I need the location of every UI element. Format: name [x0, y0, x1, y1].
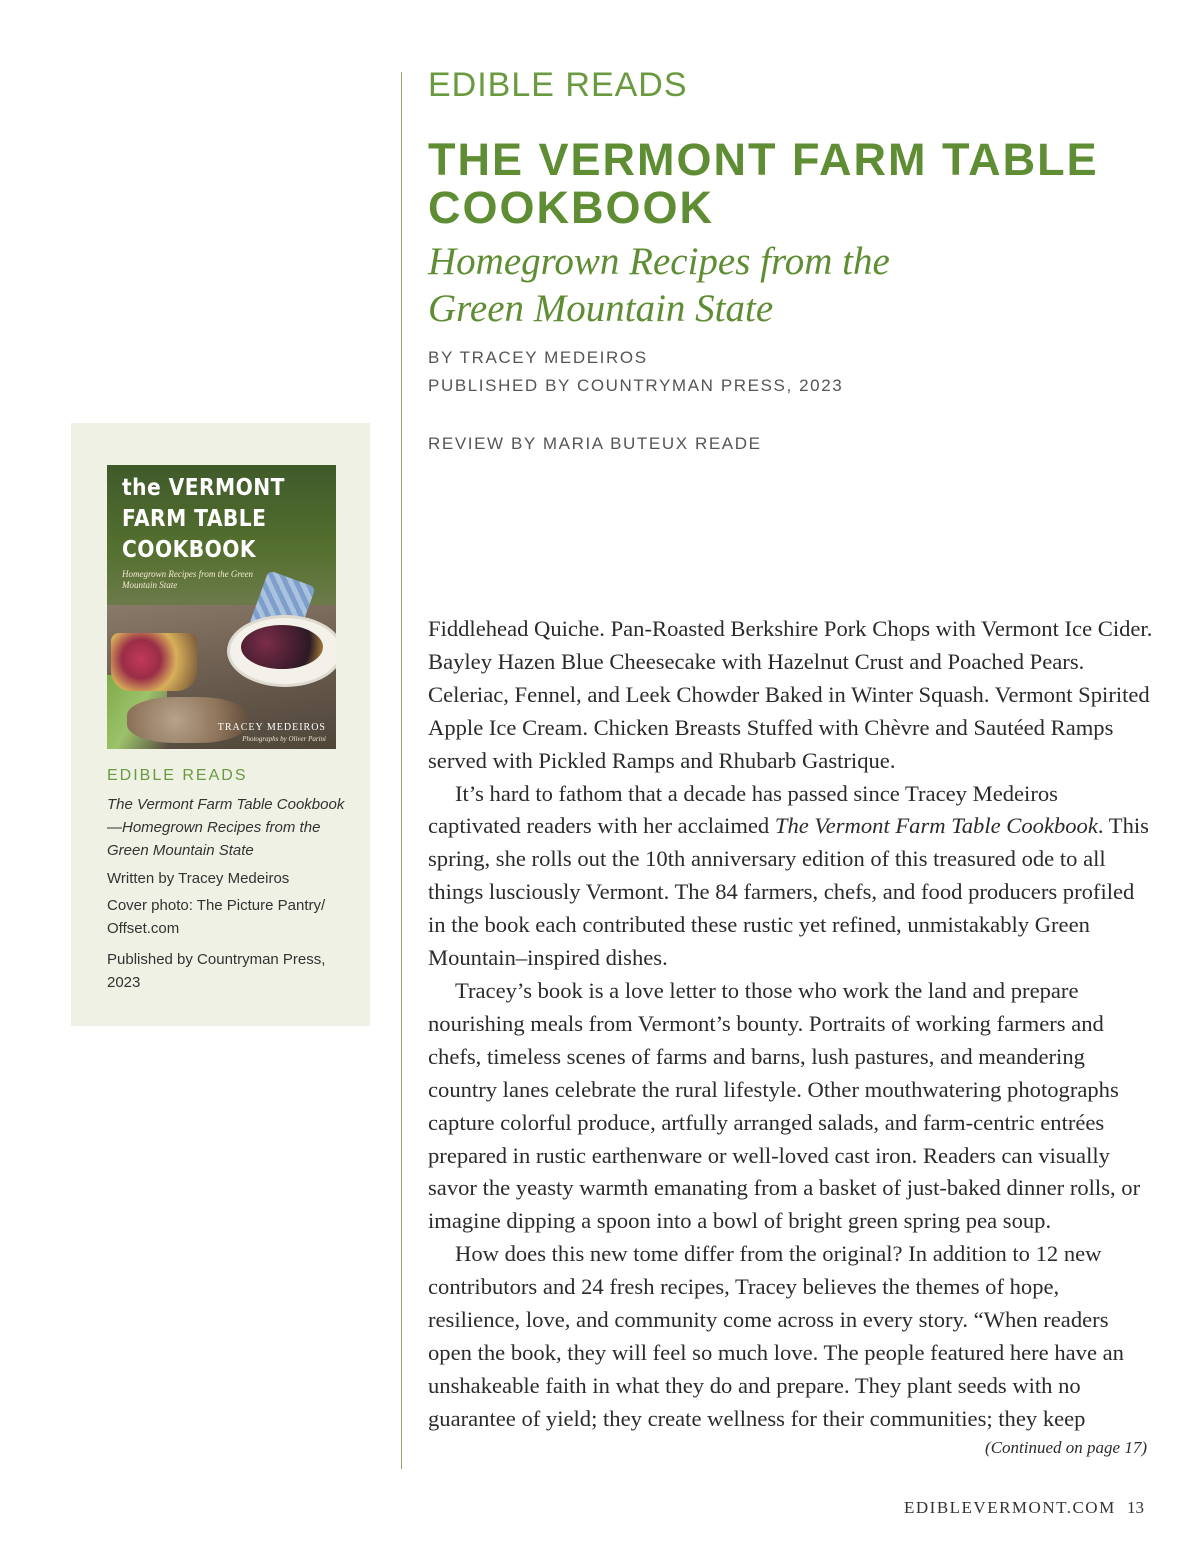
- cover-author: TRACEY MEDEIROS: [217, 722, 326, 733]
- cover-subtitle: Homegrown Recipes from the Green Mountain State: [122, 569, 253, 590]
- continued-note: (Continued on page 17): [985, 1438, 1147, 1457]
- article-body: [428, 613, 1156, 1436]
- cover-bowl-food: [241, 625, 323, 669]
- cover-onions: [127, 697, 247, 743]
- cover-photo-credit: Photographs by Oliver Parini: [242, 735, 326, 743]
- sidebar-book-title: The Vermont Farm Table Cookbook—Homegrown Recipes from the Green Mountain State: [107, 796, 345, 859]
- paragraph-2-start: It’s hard to fathom that a decade has passed since Tracey Medeiros captivated readers with her acclaimed: [428, 780, 1058, 839]
- sidebar-cover-credit: Cover photo: The Picture Pantry/ Offset.com: [107, 897, 326, 937]
- section-label: EDIBLE READS: [428, 66, 688, 104]
- article-subtitle: Homegrown Recipes from the Green Mountain State: [428, 240, 890, 330]
- book-info-sidebar: [71, 423, 370, 1026]
- paragraph-4: How does this new tome differ from the original? In addition to 12 new contributors and 24 fresh recipes, Tracey believes the themes of hope, resilience, love, and community come across in every story. “When readers open the book, they will feel so much love. The people featured here have an unshakeable faith in what they do and prepare. They plant seeds with no guarantee of yield; they create wellness for their communities; they keep: [428, 1241, 1124, 1431]
- paragraph-2: [428, 778, 1156, 975]
- publisher-line: PUBLISHED BY COUNTRYMAN PRESS, 2023: [428, 376, 844, 395]
- footer-site: EDIBLEVERMONT.COM: [904, 1498, 1116, 1517]
- paragraph-3: Tracey’s book is a love letter to those who work the land and prepare nourishing meals from Vermont’s bounty. Portraits of working farmers and chefs, timeless scenes of farms and barns, lush pastures, and meandering country lanes celebrate the rural lifestyle. Other mouthwatering photographs capture colorful produce, artfully arranged salads, and farm-centric entrées prepared in rustic earthenware or well-loved cast iron. Readers can visually savor the yeasty warmth emanating from a basket of just-baked dinner rolls, or imagine dipping a spoon into a bowl of bright green spring pea soup.: [428, 977, 1141, 1234]
- sidebar-author: Written by Tracey Medeiros: [107, 870, 290, 887]
- cover-title: the VERMONT FARM TABLE COOKBOOK: [122, 475, 285, 563]
- article-title: THE VERMONT FARM TABLE COOKBOOK: [428, 134, 1099, 233]
- sidebar-publisher: Published by Countryman Press, 2023: [107, 951, 326, 991]
- sidebar-label: EDIBLE READS: [107, 767, 248, 784]
- cover-produce-basket: [111, 633, 197, 691]
- reviewer-line: REVIEW BY MARIA BUTEUX READE: [428, 434, 762, 453]
- paragraph-2-end: . This spring, she rolls out the 10th anniversary edition of this treasured ode to all things lusciously Vermont. The 84 farmers, chefs, and food producers profiled in the book each contributed these rustic yet refined, unmistakably Green Mountain–inspired dishes.: [428, 813, 1149, 971]
- paragraph-1: Fiddlehead Quiche. Pan-Roasted Berkshire Pork Chops with Vermont Ice Cider. Bayley Hazen Blue Cheesecake with Hazelnut Crust and Poached Pears. Celeriac, Fennel, and Leek Chowder Baked in Winter Squash. Vermont Spirited Apple Ice Cream. Chicken Breasts Stuffed with Chèvre and Sautéed Ramps served with Pickled Ramps and Rhubarb Gastrique.: [428, 616, 1153, 773]
- author-line: BY TRACEY MEDEIROS: [428, 348, 648, 367]
- column-divider: [401, 72, 402, 1469]
- book-title-italic: The Vermont Farm Table Cookbook: [774, 813, 1098, 839]
- book-cover-image: [107, 465, 336, 749]
- page-number: 13: [1127, 1498, 1144, 1517]
